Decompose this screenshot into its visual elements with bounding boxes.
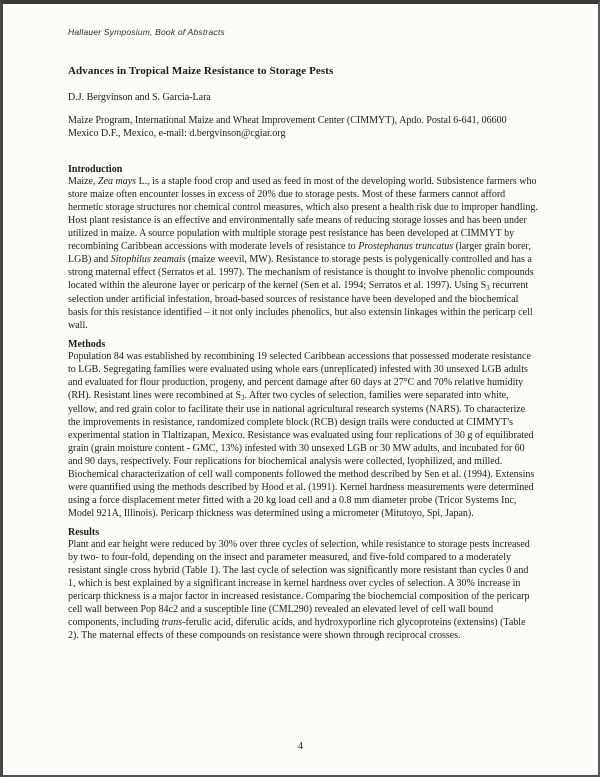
running-head: Hallauer Symposium, Book of Abstracts xyxy=(68,27,225,37)
authors: D.J. Bergvinson and S. Garcia-Lara xyxy=(68,92,211,103)
section-heading-methods: Methods xyxy=(68,339,106,350)
page-number: 4 xyxy=(298,741,303,752)
affiliation: Maize Program, International Maize and Wheat Improvement Center (CIMMYT), Apdo. Postal 6-641, 06600 Mexico D.F., Mexico, e-mail: d.bergvinson@cgiar.org xyxy=(68,115,507,139)
section-paragraph-results: Plant and ear height were reduced by 30% over three cycles of selection, while resistance to storage pests increased by two- to four-fold, depending on the insect and parameter measured, and five-fold compared to a moderately resistant single cross hybrid (Table 1). The last cycle of selection was significantly more resistant than cycles 0 and 1, which is best explained by a significant increase in kernel hardness over cycles of selection. A 30% increase in pericarp thickness is a major factor in increased resistance. Comparing the biochemcial composition of the pericarp cell wall between Pop 84c2 and a susceptible line (CML290) revealed an elevated level of cell wall bound components, including trans-ferulic acid, diferulic acids, and hydroxyporline rich glycoproteins (extensins) (Table 2). The maternal effects of these compounds on resistance were shown through reciprocal crosses. xyxy=(68,539,530,641)
section-paragraph-methods: Population 84 was established by recombining 19 selected Caribbean accessions that possessed moderate resistance to LGB. Segregating families were evaluated using whole ears (unreplicated) infested with 30 unsexed LGB adults and evaluated for flour production, progeny, and percent damage after 60 days at 27°C and 70% relative humidity (RH). Resistant lines were recombined at $S_3$. After two cycles of selection, families were separated into white, yellow, and red grain color to facilitate their use in national agricultural research systems (NARS). To characterize the improvements in resistance, randomized complete block (RCB) design trails were conducted at CIMMYT's experimental station in Tlaltizapan, Mexico. Resistance was evaluated using four replications of 30 g of equilibrated grain (grain moisture content - GMC, 13%) infested with 30 unsexed LGB or 30 MW adults, and incubated for 60 and 90 days, respectively. Four replications for biochemical analysis were collected, lyophilized, and milled. Biochemical characterization of cell wall components followed the method described by Sen et al. (1994). Extensins were quantified using the methods described by Hood et al. (1991). Kernel hardness measurements were determined using a force displacement meter fitted with a 20 kg load cell and a 0.8 mm diameter probe (Tricor Systems Inc, Model 921A, Illinois). Pericarp thickness was determined using a micrometer (Mitutoyo, Spi, Japan). xyxy=(68,351,535,519)
section-heading-introduction: Introduction xyxy=(68,164,123,175)
section-paragraph-introduction: Maize, Zea mays L., is a staple food crop and used as feed in most of the developing world. Subsistence farmers who store maize often encounter losses in excess of 20% due to storage pests. Most of these farmers cannot afford hermetic storage structures nor chemical control measures, which also present a health risk due to improper handling. Host plant resistance is an effective and environmentally safe means of reducing storage losses and has been under utilized in maize. A source population with multiple storage pest resistance has been developed at CIMMYT by recombining Caribbean accessions with moderate levels of resistance to Prostephanus truncatus (larger grain borer, LGB) and Sitophilus zeamais (maize weevil, MW). Resistance to storage pests is polygenically controlled and has a strong maternal effect (Serratos et al. 1997). The mechanism of resistance is thought to involve phenolic compounds located within the aleurone layer or pericarp of the kernel (Sen et al. 1994; Serratos et al. 1997). Using $S_3$ recurrent selection under artificial infestation, broad-based sources of resistance have been developed and the biochemical basis for this resistance identified – it not only includes phenolics, but also extensin linkages within the pericarp cell wall. xyxy=(68,176,538,331)
paper-title: Advances in Tropical Maize Resistance to Storage Pests xyxy=(68,65,334,77)
section-heading-results: Results xyxy=(68,527,100,538)
page-content xyxy=(68,4,538,642)
